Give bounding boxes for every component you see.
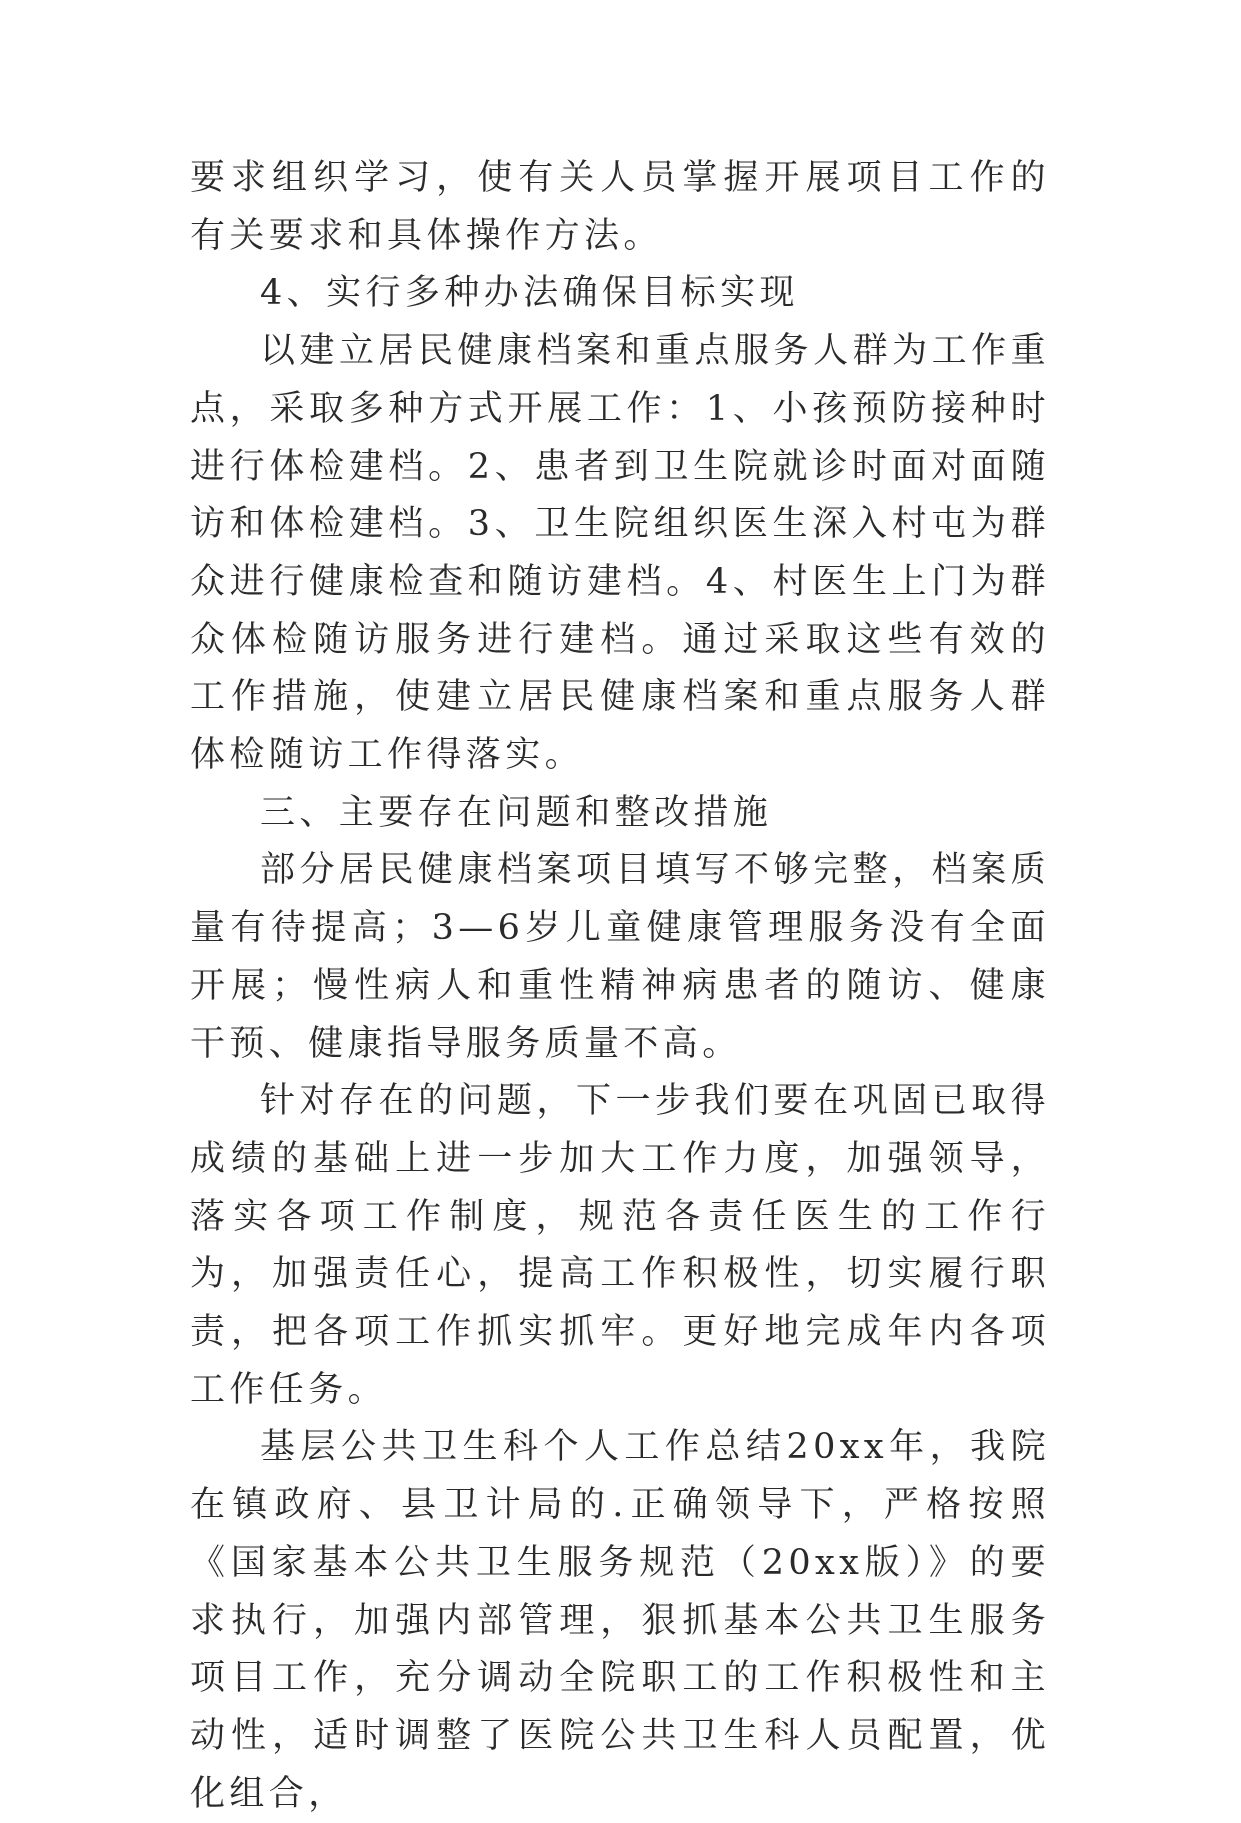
paragraph-work-methods: 以建立居民健康档案和重点服务人群为工作重点，采取多种方式开展工作：1、小孩预防接种时进行体检建档。2、患者到卫生院就诊时面对面随访和体检建档。3、卫生院组织医生深入村屯为群众进行健康检查和随访建档。4、村医生上门为群众体检随访服务进行建档。通过采取这些有效的工作措施，使建立居民健康档案和重点服务人群体检随访工作得落实。 — [190, 331, 1050, 776]
paragraph-summary-intro: 基层公共卫生科个人工作总结20xx年，我院在镇政府、县卫计局的.正确领导下，严格按照《国家基本公共卫生服务规范（20xx版）》的要求执行，加强内部管理，狠抓基本公共卫生服务项目工作，充分调动全院职工的工作积极性和主动性，适时调整了医院公共卫生科人员配置，优化组合， — [190, 1427, 1050, 1814]
section-heading-measures: 4、实行多种办法确保目标实现 — [260, 273, 799, 314]
section-heading-problems: 三、主要存在问题和整改措施 — [260, 792, 773, 833]
paragraph-next-steps: 针对存在的问题，下一步我们要在巩固已取得成绩的基础上进一步加大工作力度，加强领导，落实各项工作制度，规范各责任医生的工作行为，加强责任心，提高工作积极性，切实履行职责，把各项工作抓实抓牢。更好地完成年内各项工作任务。 — [190, 1081, 1050, 1410]
paragraph-continued-requirements: 要求组织学习，使有关人员掌握开展项目工作的有关要求和具体操作方法。 — [190, 158, 1050, 256]
document-body — [190, 150, 1050, 1823]
paragraph-problems: 部分居民健康档案项目填写不够完整，档案质量有待提高；3—6岁儿童健康管理服务没有全面开展；慢性病人和重性精神病患者的随访、健康干预、健康指导服务质量不高。 — [190, 850, 1050, 1064]
